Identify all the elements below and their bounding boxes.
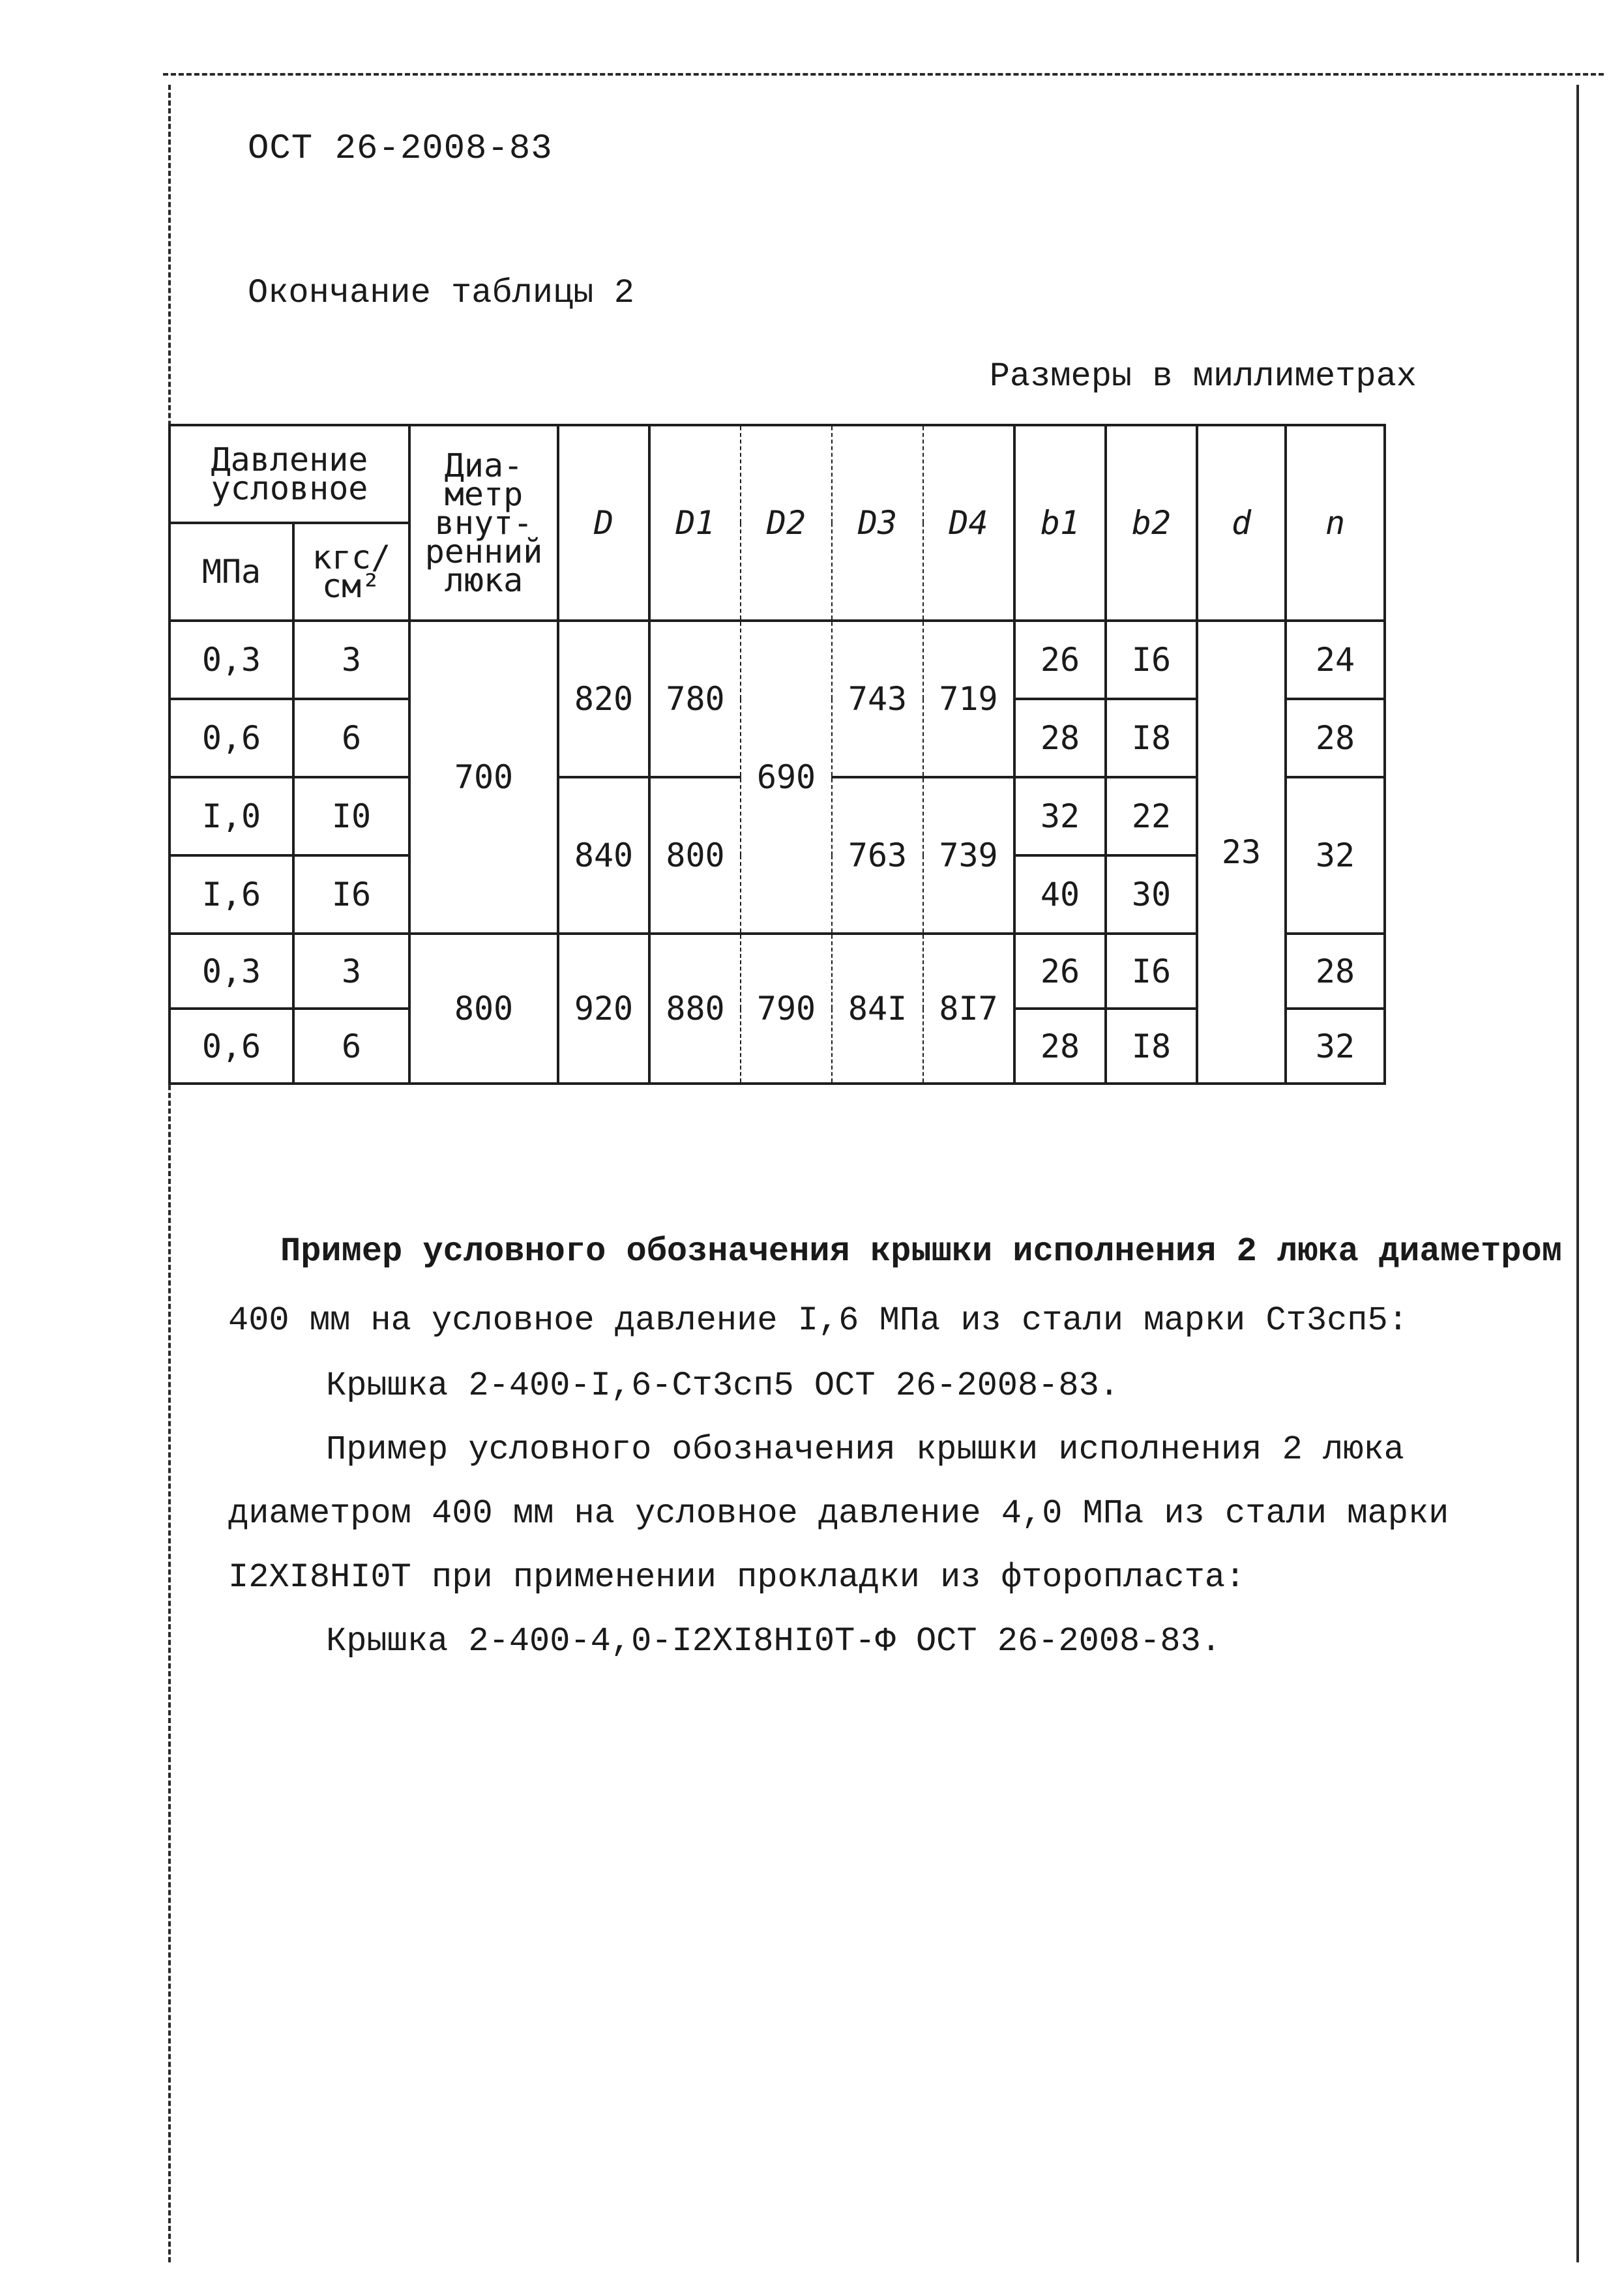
groupB-b2-2: I8 xyxy=(1106,1009,1197,1084)
groupB-n-2: 32 xyxy=(1286,1009,1385,1084)
row1-kgf: 3 xyxy=(293,621,409,699)
groupA-b1-2: 28 xyxy=(1014,699,1106,777)
d-value: 23 xyxy=(1197,621,1286,1084)
dimensions-table xyxy=(168,424,1386,1085)
example1-designation: Крышка 2-400-I,6-Ст3сп5 ОСТ 26-2008-83. xyxy=(326,1367,1119,1405)
row6-mpa: 0,6 xyxy=(170,1009,293,1084)
header-d: d xyxy=(1197,425,1286,621)
row4-kgf: I6 xyxy=(293,855,409,934)
example2-line3: I2XI8HI0T при применении прокладки из фторопласта: xyxy=(228,1558,1246,1597)
groupB-b1-2: 28 xyxy=(1014,1009,1106,1084)
header-D1: D1 xyxy=(649,425,741,621)
groupA-n-1: 24 xyxy=(1286,621,1385,699)
groupB-D4: 8I7 xyxy=(923,934,1014,1084)
inner-diameter-header: Диа-метр внут-ренний люка xyxy=(409,425,558,621)
header-n: n xyxy=(1286,425,1385,621)
groupA-b2-2: I8 xyxy=(1106,699,1197,777)
groupB-b2-1: I6 xyxy=(1106,934,1197,1009)
page-border-right xyxy=(1576,85,1579,2262)
groupB-diameter: 800 xyxy=(409,934,558,1084)
groupA-n-3: 32 xyxy=(1286,777,1385,934)
table-caption: Окончание таблицы 2 xyxy=(248,274,634,312)
example2-line2: диаметром 400 мм на условное давление 4,0 МПа из стали марки xyxy=(228,1494,1449,1533)
groupA-D3-low: 743 xyxy=(832,621,923,777)
groupA-D1-high: 800 xyxy=(649,777,741,934)
page-border-left xyxy=(168,85,171,2262)
kgf-header: кгс/см² xyxy=(293,523,409,621)
example1-line1: Пример условного обозначения крышки исполнения 2 люка диаметром xyxy=(280,1232,1562,1271)
groupB-D1: 880 xyxy=(649,934,741,1084)
row4-mpa: I,6 xyxy=(170,855,293,934)
row1-mpa: 0,3 xyxy=(170,621,293,699)
groupB-D2: 790 xyxy=(741,934,832,1084)
row3-mpa: I,0 xyxy=(170,777,293,855)
groupA-D3-high: 763 xyxy=(832,777,923,934)
groupA-D4-high: 739 xyxy=(923,777,1014,934)
mpa-header: МПа xyxy=(170,523,293,621)
groupB-b1-1: 26 xyxy=(1014,934,1106,1009)
header-b2: b2 xyxy=(1106,425,1197,621)
groupA-n-2: 28 xyxy=(1286,699,1385,777)
row3-kgf: I0 xyxy=(293,777,409,855)
groupA-D4-low: 719 xyxy=(923,621,1014,777)
header-D: D xyxy=(558,425,649,621)
groupA-b2-4: 30 xyxy=(1106,855,1197,934)
groupA-b1-1: 26 xyxy=(1014,621,1106,699)
groupB-D: 920 xyxy=(558,934,649,1084)
groupA-D1-low: 780 xyxy=(649,621,741,777)
header-D2: D2 xyxy=(741,425,832,621)
row5-kgf: 3 xyxy=(293,934,409,1009)
units-note: Размеры в миллиметрах xyxy=(989,357,1417,396)
header-b1: b1 xyxy=(1014,425,1106,621)
groupA-D2: 690 xyxy=(741,621,832,934)
groupA-b2-3: 22 xyxy=(1106,777,1197,855)
groupB-n-1: 28 xyxy=(1286,934,1385,1009)
page-border-top xyxy=(163,73,1604,76)
groupB-D3: 84I xyxy=(832,934,923,1084)
header-D3: D3 xyxy=(832,425,923,621)
groupA-b1-4: 40 xyxy=(1014,855,1106,934)
groupA-diameter: 700 xyxy=(409,621,558,934)
example2-line1: Пример условного обозначения крышки исполнения 2 люка xyxy=(326,1430,1404,1469)
header-D4: D4 xyxy=(923,425,1014,621)
example1-line2: 400 мм на условное давление I,6 МПа из стали марки Ст3сп5: xyxy=(228,1301,1408,1340)
groupA-b1-3: 32 xyxy=(1014,777,1106,855)
row6-kgf: 6 xyxy=(293,1009,409,1084)
example2-designation: Крышка 2-400-4,0-I2XI8HI0T-Ф ОСТ 26-2008-83. xyxy=(326,1622,1222,1661)
row5-mpa: 0,3 xyxy=(170,934,293,1009)
document-code: ОСТ 26-2008-83 xyxy=(248,129,553,169)
pressure-header: Давление условное xyxy=(170,425,409,523)
groupA-D-low: 820 xyxy=(558,621,649,777)
groupA-D-high: 840 xyxy=(558,777,649,934)
groupA-b2-1: I6 xyxy=(1106,621,1197,699)
row2-mpa: 0,6 xyxy=(170,699,293,777)
row2-kgf: 6 xyxy=(293,699,409,777)
